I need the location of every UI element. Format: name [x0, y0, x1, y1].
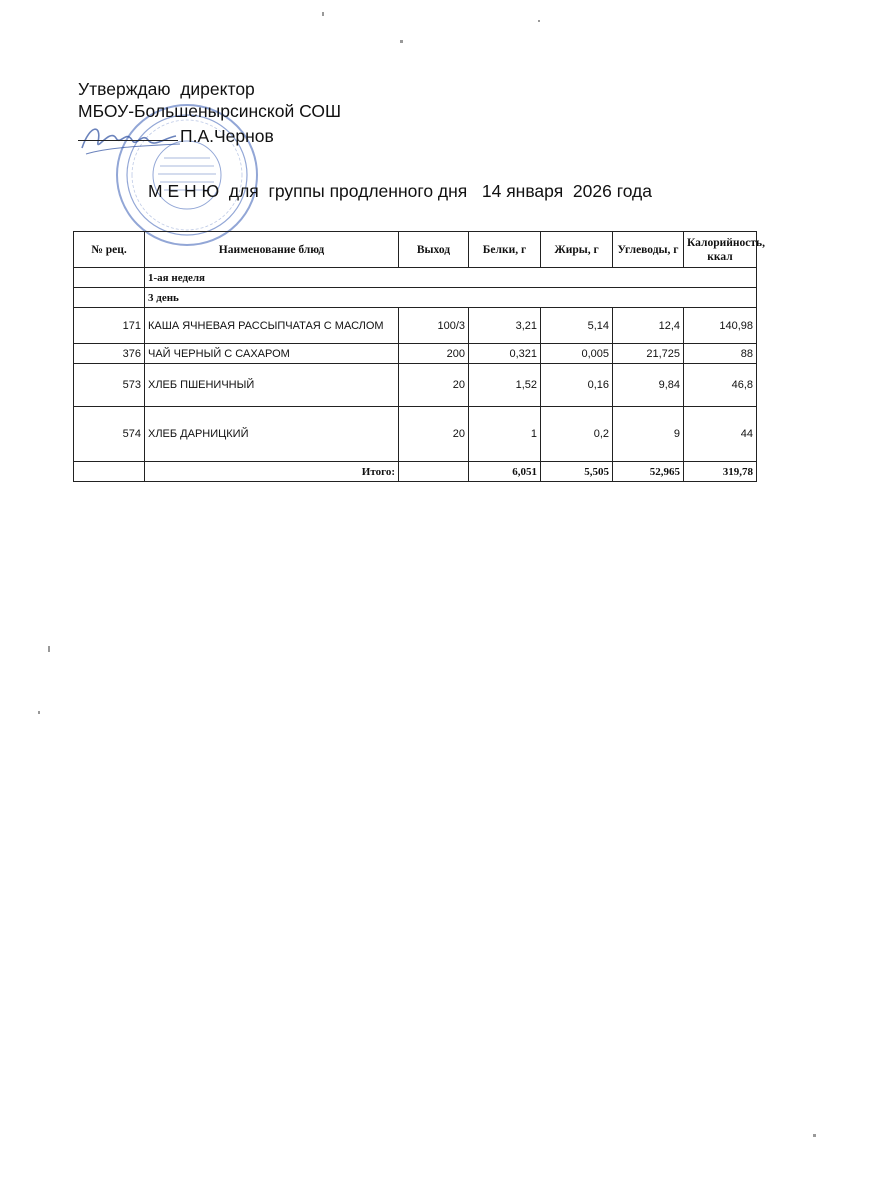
dish-calories: 140,98 [684, 308, 757, 344]
signature-line [78, 124, 178, 141]
day-label: 3 день [145, 288, 757, 308]
dish-name: ЧАЙ ЧЕРНЫЙ С САХАРОМ [145, 344, 399, 364]
table-row [74, 364, 757, 407]
header-calories: Калорийность, ккал [684, 232, 757, 268]
header-fats: Жиры, г [541, 232, 613, 268]
table-row [74, 344, 757, 364]
recipe-no: 376 [74, 344, 145, 364]
header-recipe-no: № рец. [74, 232, 145, 268]
approval-block [78, 78, 341, 122]
total-row [74, 462, 757, 482]
dish-proteins: 3,21 [469, 308, 541, 344]
table-row [74, 407, 757, 462]
dish-name: ХЛЕБ ДАРНИЦКИЙ [145, 407, 399, 462]
day-row [74, 288, 757, 308]
header-output: Выход [399, 232, 469, 268]
table-row [74, 308, 757, 344]
dish-calories: 44 [684, 407, 757, 462]
total-fats: 5,505 [541, 462, 613, 482]
dish-output: 100/3 [399, 308, 469, 344]
dish-proteins: 1,52 [469, 364, 541, 407]
dish-calories: 46,8 [684, 364, 757, 407]
header-carbs: Углеводы, г [613, 232, 684, 268]
total-label: Итого: [145, 462, 399, 482]
dish-fats: 5,14 [541, 308, 613, 344]
recipe-no: 573 [74, 364, 145, 407]
dish-fats: 0,16 [541, 364, 613, 407]
signer-name: П.А.Чернов [180, 126, 274, 146]
dish-output: 200 [399, 344, 469, 364]
dish-name: КАША ЯЧНЕВАЯ РАССЫПЧАТАЯ С МАСЛОМ [145, 308, 399, 344]
dish-carbs: 12,4 [613, 308, 684, 344]
menu-title: М Е Н Ю для группы продленного дня 14 января 2026 года [148, 181, 652, 201]
header-dish-name: Наименование блюд [145, 232, 399, 268]
approval-title: Утверждаю директор [78, 79, 255, 99]
total-calories: 319,78 [684, 462, 757, 482]
week-label: 1-ая неделя [145, 268, 757, 288]
dish-carbs: 9 [613, 407, 684, 462]
header-proteins: Белки, г [469, 232, 541, 268]
total-carbs: 52,965 [613, 462, 684, 482]
dish-fats: 0,2 [541, 407, 613, 462]
table-header-row [74, 232, 757, 268]
dish-fats: 0,005 [541, 344, 613, 364]
dish-carbs: 9,84 [613, 364, 684, 407]
dish-calories: 88 [684, 344, 757, 364]
week-row [74, 268, 757, 288]
menu-table [73, 231, 765, 482]
dish-proteins: 1 [469, 407, 541, 462]
dish-name: ХЛЕБ ПШЕНИЧНЫЙ [145, 364, 399, 407]
dish-carbs: 21,725 [613, 344, 684, 364]
dish-output: 20 [399, 407, 469, 462]
dish-output: 20 [399, 364, 469, 407]
recipe-no: 171 [74, 308, 145, 344]
total-proteins: 6,051 [469, 462, 541, 482]
school-name: МБОУ-Большеныpсинской СОШ [78, 101, 342, 121]
recipe-no: 574 [74, 407, 145, 462]
dish-proteins: 0,321 [469, 344, 541, 364]
